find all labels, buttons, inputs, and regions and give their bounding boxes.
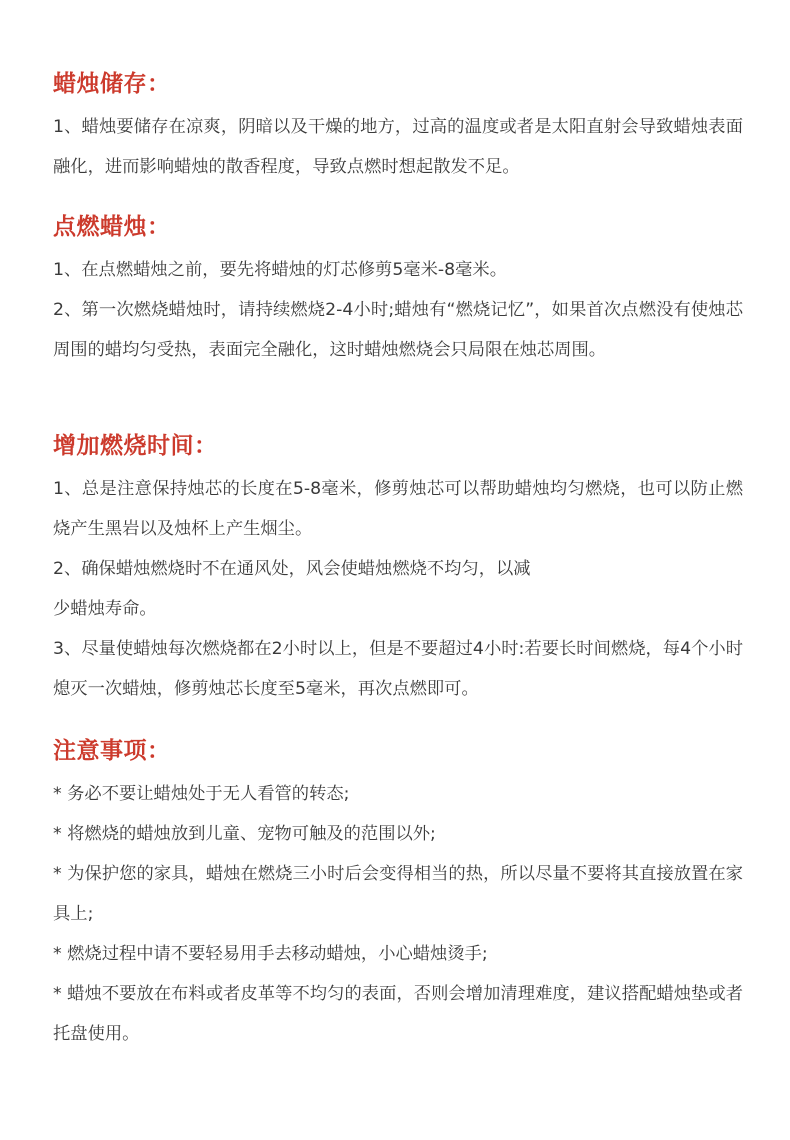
precaution-item-1: * 务必不要让蜡烛处于无人看管的转态; [53,784,350,804]
storage-paragraph-1: 1、蜡烛要储存在凉爽，阴暗以及干燥的地方，过高的温度或者是太阳直射会导致蜡烛表面融化，进而影响蜡烛的散香程度，导致点燃时想起散发不足。 [53,117,743,177]
burn-time-paragraph-1: 1、总是注意保持烛芯的长度在5-8毫米，修剪烛芯可以帮助蜡烛均匀燃烧，也可以防止燃烧产生黑岩以及烛杯上产生烟尘。 [53,479,743,539]
burn-time-paragraph-2-continued: 少蜡烛寿命。 [53,599,157,619]
lighting-paragraph-2: 2、第一次燃烧蜡烛时，请持续燃烧2-4小时;蜡烛有“燃烧记忆”，如果首次点燃没有使烛芯周围的蜡均匀受热，表面完全融化，这时蜡烛燃烧会只局限在烛芯周围。 [53,300,743,360]
section-heading-storage: 蜡烛储存： [53,71,171,97]
section-heading-precautions: 注意事项： [53,738,171,764]
precaution-item-2: * 将燃烧的蜡烛放到儿童、宠物可触及的范围以外; [53,824,436,844]
precaution-item-3: * 为保护您的家具，蜡烛在燃烧三小时后会变得相当的热，所以尽量不要将其直接放置在家具上; [53,864,743,924]
burn-time-paragraph-3: 3、尽量使蜡烛每次燃烧都在2小时以上，但是不要超过4小时:若要长时间燃烧，每4个小时熄灭一次蜡烛，修剪烛芯长度至5毫米，再次点燃即可。 [53,639,743,699]
precaution-item-5: * 蜡烛不要放在布料或者皮革等不均匀的表面，否则会增加清理难度，建议搭配蜡烛垫或者托盘使用。 [53,984,743,1044]
burn-time-paragraph-2: 2、确保蜡烛燃烧时不在通风处，风会使蜡烛燃烧不均匀，以减 [53,559,531,579]
section-heading-lighting: 点燃蜡烛： [53,214,171,240]
precaution-item-4: * 燃烧过程中请不要轻易用手去移动蜡烛，小心蜡烛烫手; [53,944,488,964]
section-heading-burn-time: 增加燃烧时间： [53,433,218,459]
lighting-paragraph-1: 1、在点燃蜡烛之前，要先将蜡烛的灯芯修剪5毫米-8毫米。 [53,260,507,280]
